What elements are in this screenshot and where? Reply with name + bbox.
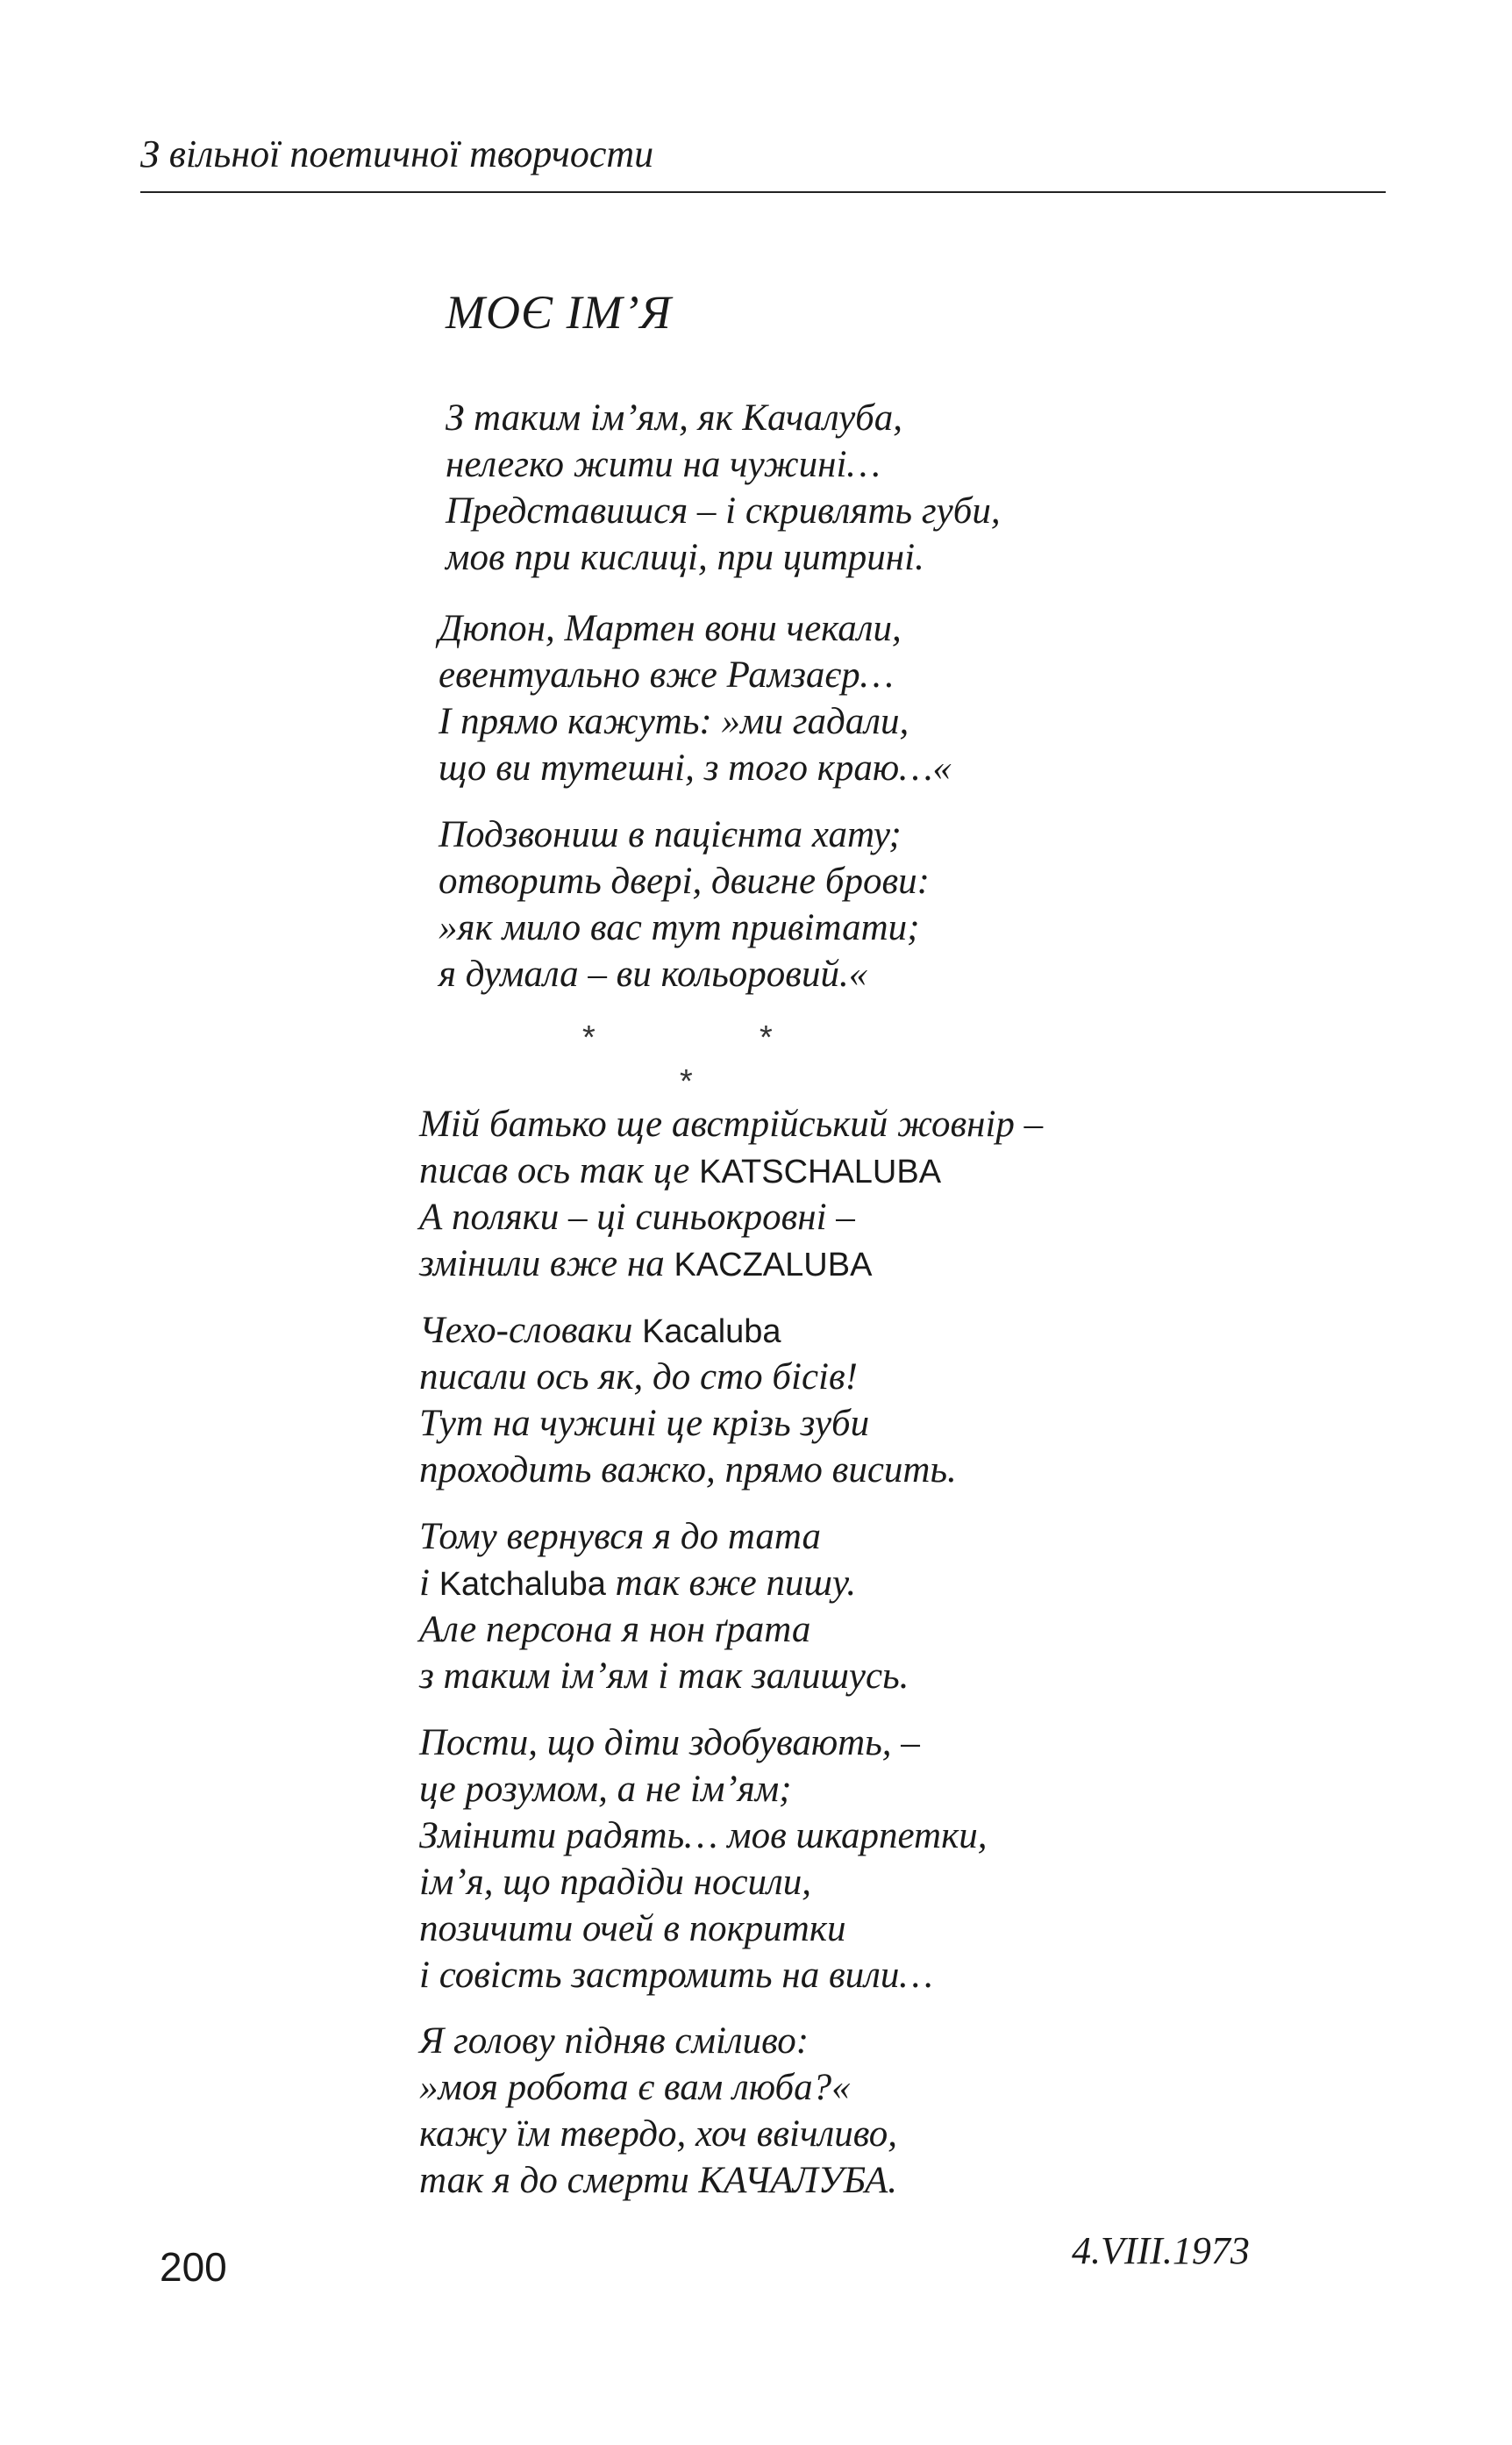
name-spelling: KACZALUBA	[674, 1247, 873, 1283]
poem-line: Але персона я нон ґрата	[419, 1609, 811, 1650]
poem-line: Подзвониш в пацієнта хату;	[439, 814, 902, 855]
poem-line: кажу їм твердо, хоч ввічливо,	[419, 2113, 898, 2155]
poem-line: з таким ім’ям і так залишусь.	[419, 1655, 909, 1697]
poem-line: отворить двері, двигне брови:	[439, 861, 930, 902]
page-number: 200	[160, 2244, 227, 2290]
stanza-4	[419, 1101, 1043, 1287]
poem-line: Пости, що діти здобувають, –	[419, 1722, 920, 1763]
poem-line: це розумом, а не ім’ям;	[419, 1769, 792, 1810]
stanza-8	[419, 2018, 897, 2204]
poem-line: Мій батько ще австрійський жовнір –	[419, 1104, 1044, 1145]
poem-line: що ви тутешні, з того краю…«	[439, 747, 952, 789]
stanza-5	[419, 1307, 957, 1493]
name-spelling: KATSCHALUBA	[699, 1154, 942, 1190]
poem-line: Представишся – і скривлять губи,	[446, 490, 1001, 532]
name-spelling: Katchaluba	[439, 1566, 606, 1603]
poem-line: Дюпон, Мартен вони чекали,	[439, 608, 902, 649]
poem-line: Я голову підняв сміливо:	[419, 2020, 809, 2062]
poem-line: і Katchaluba так вже пишу.	[419, 1562, 857, 1604]
poem-line: і совість застромить на вили…	[419, 1955, 933, 1996]
stanza-7	[419, 1719, 987, 1998]
stanza-1	[446, 395, 1001, 581]
poem-line: нелегко жити на чужині…	[446, 444, 881, 485]
poem-line: мов при кислиці, при цитрині.	[446, 537, 924, 578]
poem-line: А поляки – ці синьокровні –	[419, 1197, 855, 1238]
poem-line: писав ось так це KATSCHALUBA	[419, 1150, 942, 1191]
stanza-6	[419, 1513, 909, 1699]
name-spelling: Kacaluba	[642, 1313, 781, 1350]
poem-line: я думала – ви кольоровий.«	[439, 954, 868, 995]
poem-title: МОЄ ІМ’Я	[446, 286, 673, 339]
separator-asterisk: *	[760, 1019, 773, 1056]
stanza-2	[439, 605, 952, 791]
poem-line: позичити очей в покритки	[419, 1908, 846, 1949]
poem-line: Чехо-словаки Kacaluba	[419, 1310, 781, 1351]
poem-line: проходить важко, прямо висить.	[419, 1449, 957, 1491]
poem-line: писали ось як, до сто бісів!	[419, 1356, 858, 1398]
poem-line: так я до смерти КАЧАЛУБА.	[419, 2160, 897, 2201]
separator-asterisk: *	[680, 1063, 693, 1100]
poem-line: »моя робота є вам люба?«	[419, 2067, 851, 2108]
poem-line: Тому вернувся я до тата	[419, 1516, 821, 1557]
header-rule	[140, 191, 1386, 193]
poem-line: І прямо кажуть: »ми гадали,	[439, 701, 909, 742]
poem-line: Змінити радять… мов шкарпетки,	[419, 1815, 988, 1856]
poem-line: евентуально вже Рамзаєр…	[439, 654, 894, 696]
poem-line: ім’я, що прадіди носили,	[419, 1862, 812, 1903]
poem-line: змінили вже на KACZALUBA	[419, 1243, 873, 1284]
separator-asterisk: *	[582, 1019, 596, 1056]
stanza-3	[439, 811, 930, 997]
poem-line: »як мило вас тут привітати;	[439, 907, 920, 948]
poem-line: Тут на чужині це крізь зуби	[419, 1403, 870, 1444]
poem-date: 4.VIII.1973	[1072, 2229, 1250, 2272]
running-header: З вільної поетичної творчости	[140, 132, 654, 175]
poem-line: З таким ім’ям, як Качалуба,	[446, 397, 903, 439]
